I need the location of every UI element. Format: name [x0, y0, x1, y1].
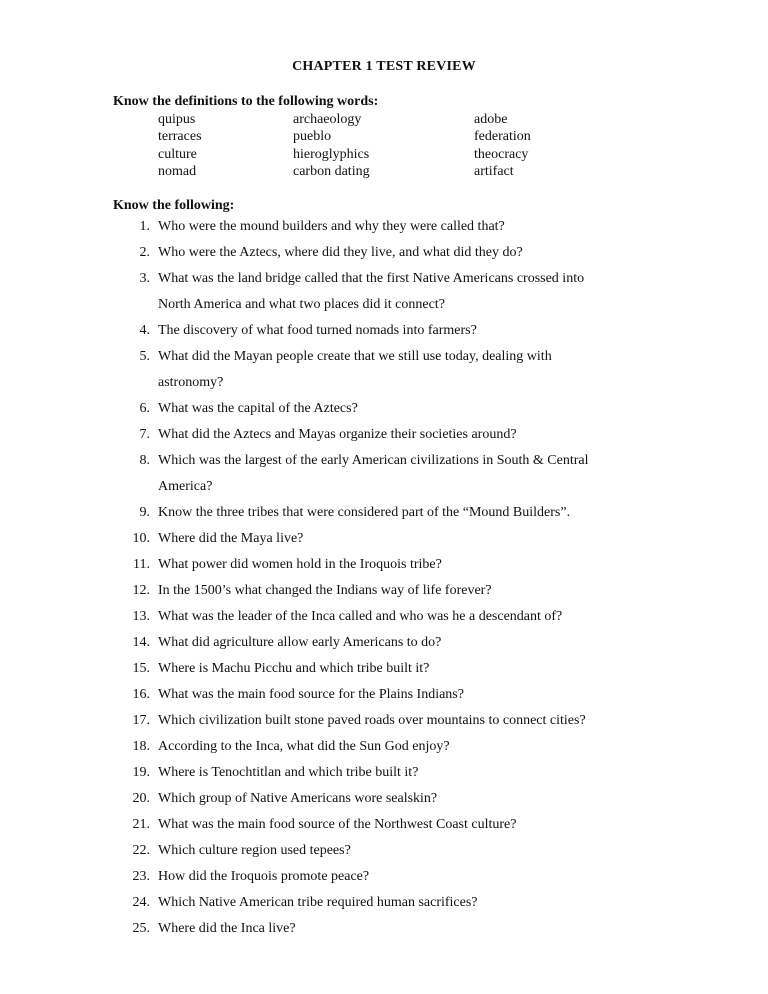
question-list — [0, 214, 768, 942]
question-text: What was the leader of the Inca called and who was he a descendant of? — [158, 609, 563, 624]
question-item — [0, 682, 658, 708]
question-text: Which was the largest of the early American civilizations in South & Central — [158, 453, 589, 468]
question-number: 15. — [132, 661, 150, 676]
question-text: Which group of Native Americans wore sealskin? — [158, 791, 438, 806]
question-number: 22. — [132, 843, 150, 858]
question-text: According to the Inca, what did the Sun God enjoy? — [158, 739, 450, 754]
vocab-word: adobe — [474, 112, 508, 127]
question-item — [0, 916, 658, 942]
question-text: How did the Iroquois promote peace? — [158, 869, 370, 884]
question-item — [0, 786, 658, 812]
question-text: What did the Mayan people create that we still use today, dealing with — [158, 349, 552, 364]
question-number: 25. — [132, 921, 150, 936]
question-number: 4. — [139, 323, 150, 338]
question-number: 14. — [132, 635, 150, 650]
vocab-column-2 — [293, 111, 370, 180]
vocab-word: pueblo — [293, 129, 332, 145]
vocab-word: terraces — [158, 129, 202, 145]
question-text: What was the main food source for the Plains Indians? — [158, 687, 464, 702]
question-item — [0, 838, 658, 864]
question-item — [0, 266, 658, 318]
question-number: 19. — [132, 765, 150, 780]
question-number: 12. — [132, 583, 150, 598]
question-text: astronomy? — [158, 375, 224, 390]
vocab-column-1 — [158, 111, 202, 180]
question-number: 20. — [132, 791, 150, 806]
vocab-word: artifact — [474, 163, 514, 179]
question-number: 13. — [132, 609, 150, 624]
question-number: 11. — [133, 557, 150, 572]
question-number: 9. — [139, 505, 150, 520]
question-number: 18. — [132, 739, 150, 754]
question-item — [0, 890, 658, 916]
question-item — [0, 812, 658, 838]
question-item — [0, 422, 658, 448]
question-text: What did the Aztecs and Mayas organize their societies around? — [158, 427, 517, 442]
question-item — [0, 552, 658, 578]
question-number: 17. — [132, 713, 150, 728]
question-number: 16. — [132, 687, 150, 702]
question-item — [0, 734, 658, 760]
question-number: 7. — [139, 427, 150, 442]
question-item — [0, 214, 658, 240]
question-number: 3. — [139, 271, 150, 286]
question-text: The discovery of what food turned nomads into farmers? — [158, 323, 477, 338]
question-item — [0, 500, 658, 526]
vocab-word: quipus — [158, 112, 196, 127]
vocab-word: hieroglyphics — [293, 146, 370, 162]
question-text: In the 1500’s what changed the Indians way of life forever? — [158, 583, 492, 598]
question-number: 23. — [132, 869, 150, 884]
question-item — [0, 630, 658, 656]
question-text: America? — [158, 479, 213, 494]
question-text: Where is Tenochtitlan and which tribe built it? — [158, 765, 419, 780]
question-number: 24. — [132, 895, 150, 910]
question-item — [0, 240, 658, 266]
question-text: Where is Machu Picchu and which tribe built it? — [158, 661, 430, 676]
question-item — [0, 604, 658, 630]
question-item — [0, 578, 658, 604]
question-item — [0, 396, 658, 422]
question-text: Know the three tribes that were considered part of the “Mound Builders”. — [158, 505, 571, 520]
definitions-heading: Know the definitions to the following words: — [113, 94, 379, 109]
vocabulary-list — [0, 111, 768, 181]
question-text: Who were the mound builders and why they were called that? — [158, 219, 505, 234]
page-title: CHAPTER 1 TEST REVIEW — [292, 59, 476, 74]
question-item — [0, 344, 658, 396]
question-text: Where did the Inca live? — [158, 921, 296, 936]
question-number: 6. — [139, 401, 150, 416]
question-item — [0, 760, 658, 786]
question-text: Where did the Maya live? — [158, 531, 304, 546]
question-text: What did agriculture allow early Americans to do? — [158, 635, 442, 650]
vocab-word: theocracy — [474, 146, 529, 162]
question-text: What was the land bridge called that the first Native Americans crossed into — [158, 271, 585, 286]
question-number: 5. — [139, 349, 150, 364]
vocab-word: carbon dating — [293, 163, 370, 179]
question-text: Which culture region used tepees? — [158, 843, 351, 858]
vocab-column-3 — [474, 111, 531, 180]
question-item — [0, 656, 658, 682]
question-item — [0, 448, 658, 500]
question-number: 8. — [139, 453, 150, 468]
question-text: What was the main food source of the Northwest Coast culture? — [158, 817, 517, 832]
question-text: Who were the Aztecs, where did they live, and what did they do? — [158, 245, 523, 260]
question-number: 2. — [139, 245, 150, 260]
question-item — [0, 708, 658, 734]
vocab-word: federation — [474, 129, 531, 145]
question-number: 10. — [132, 531, 150, 546]
vocab-word: nomad — [158, 163, 197, 179]
vocab-word: culture — [158, 146, 197, 162]
question-number: 1. — [139, 219, 150, 234]
question-item — [0, 318, 658, 344]
question-number: 21. — [132, 817, 150, 832]
question-text: What power did women hold in the Iroquois tribe? — [158, 557, 442, 572]
question-text: North America and what two places did it connect? — [158, 297, 445, 312]
question-text: What was the capital of the Aztecs? — [158, 401, 358, 416]
know-heading: Know the following: — [113, 198, 235, 213]
question-text: Which Native American tribe required human sacrifices? — [158, 895, 478, 910]
question-item — [0, 864, 658, 890]
vocab-word: archaeology — [293, 112, 362, 127]
question-item — [0, 526, 658, 552]
question-text: Which civilization built stone paved roads over mountains to connect cities? — [158, 713, 586, 728]
